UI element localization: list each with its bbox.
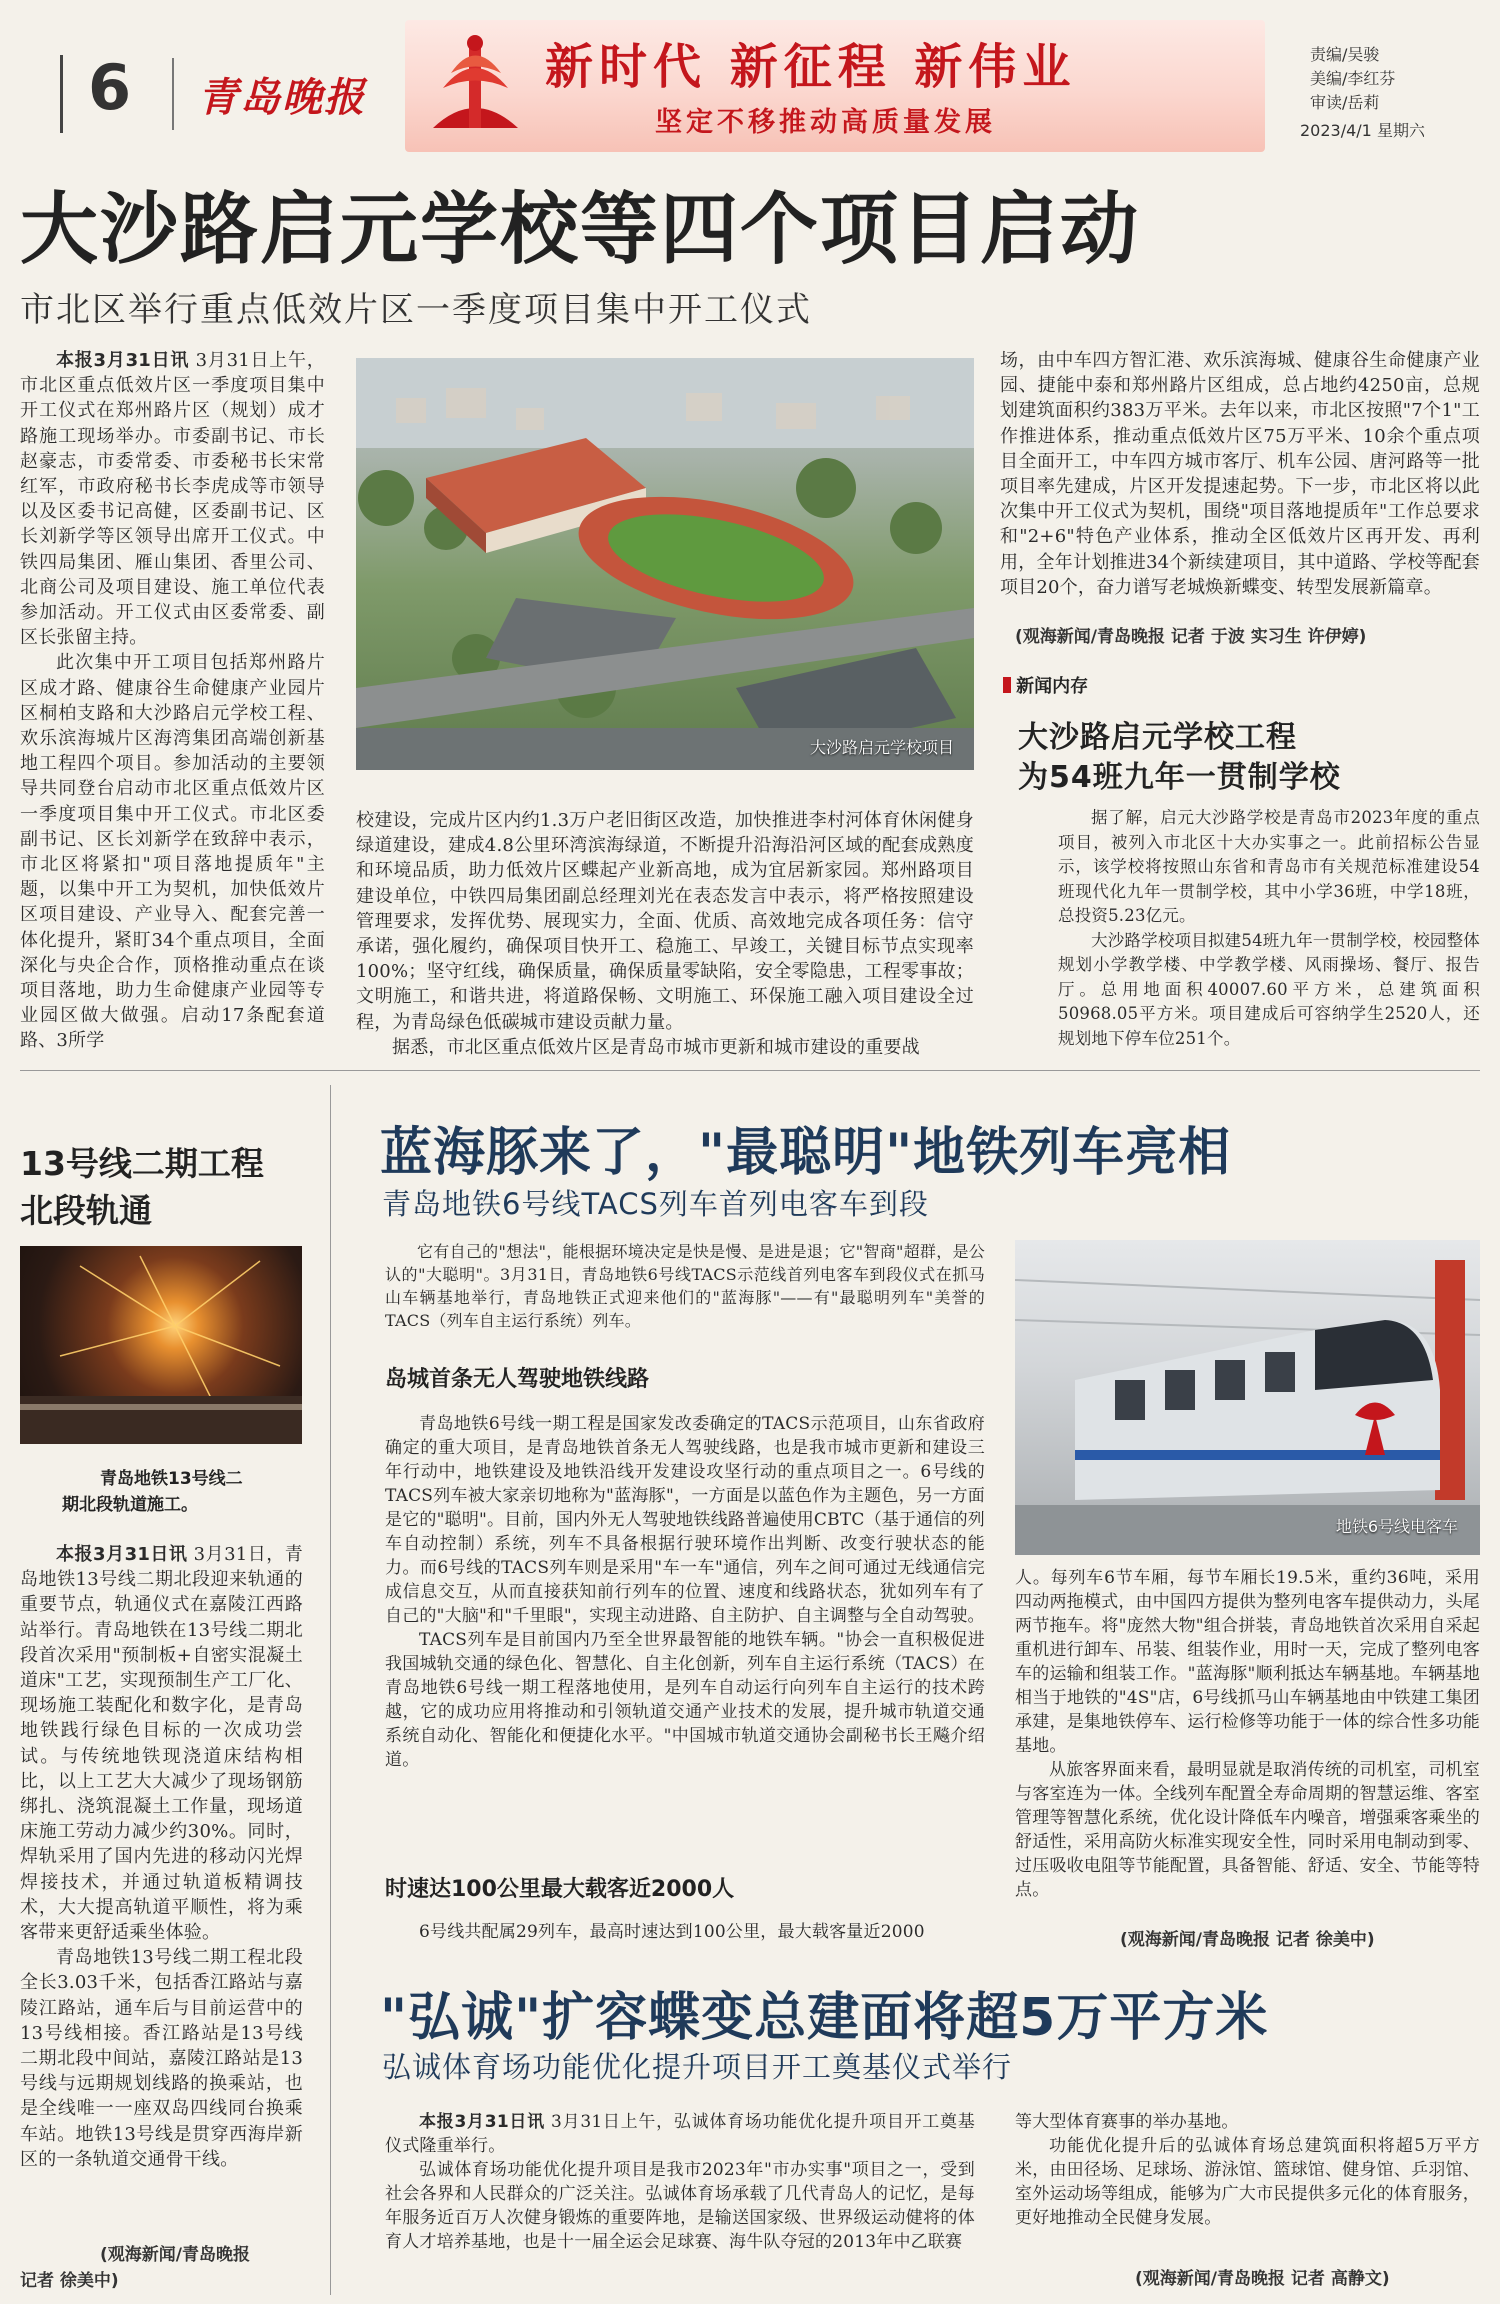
page-header xyxy=(0,0,1500,165)
article2-p3: 6号线共配属29列车，最高时速达到100公里，最大载客量近2000 xyxy=(419,1922,925,1942)
line13-photo-caption-2: 期北段轨道施工。 xyxy=(62,1495,198,1515)
line13-title-line1: 13号线二期工程 xyxy=(20,1144,264,1183)
proofreader-credit: 审读/岳莉 xyxy=(1310,93,1380,112)
page-number: 6 xyxy=(88,51,132,124)
article2-subtitle: 青岛地铁6号线TACS列车首列电客车到段 xyxy=(382,1187,929,1221)
article1-column-3 xyxy=(1000,348,1480,608)
article3-title: "弘诚"扩容蝶变总建面将超5万平方米 xyxy=(380,1988,1269,2048)
article2-subhead-2: 时速达100公里最大载客近2000人 xyxy=(385,1877,735,1902)
line13-reporter: 记者 徐美中) xyxy=(20,2271,119,2291)
article2-lead-text: 它有自己的"想法"，能根据环境决定是快是慢、是进是退；它"智商"超群，是公认的"大聪明"。3月31日，青岛地铁6号线TACS示范线首列电客车到段仪式在抓马山车辆基地举行，青岛地铁正式迎来他们的"蓝海豚"——有"最聪明列车"美誉的TACS（列车自主运行系统）列车。 xyxy=(385,1242,985,1330)
article3-col1b-text: 弘诚体育场功能优化提升项目是我市2023年"市办实事"项目之一，受到社会各界和人民群众的广泛关注。弘诚体育场承载了几代青岛人的记忆，是每年服务近百万人次健身锻炼的重要阵地，是输送国家级、世界级运动健将的体育人才培养基地，也是十一届全运会足球赛、海牛队夺冠的2013年中乙联赛 xyxy=(385,2160,975,2252)
line13-title-line2: 北段轨通 xyxy=(20,1191,152,1230)
train-illustration xyxy=(1015,1240,1480,1555)
kicker-label: 新闻内存 xyxy=(1016,676,1089,697)
paper-logo: 青岛晚报 xyxy=(198,74,366,121)
article1-title: 大沙路启元学校等四个项目启动 xyxy=(20,185,1141,275)
article3-dateline: 本报3月31日讯 xyxy=(419,2112,545,2132)
article2-title: 蓝海豚来了，"最聪明"地铁列车亮相 xyxy=(380,1123,1232,1183)
article2-right-p2: 从旅客界面来看，最明显就是取消传统的司机室，司机室与客室连为一体。全线列车配置全寿命周期的智慧运维、客室管理等智慧化系统，优化设计降低车内噪音，增强乘客乘坐的舒适性，采用高防火标准实现安全性，同时采用电制动到零、过压吸收电阻等节能配置，具备智能、舒适、安全、节能等特点。 xyxy=(1015,1760,1480,1900)
track-welding-photo xyxy=(20,1246,302,1444)
article3-subtitle: 弘诚体育场功能优化提升项目开工奠基仪式举行 xyxy=(382,2050,1013,2084)
article2-p2: TACS列车是目前国内乃至全世界最智能的地铁车辆。"协会一直积极促进我国城轨交通的绿色化、智慧化、自主化创新，列车自主运行系统（TACS）在青岛地铁6号线一期工程落地使用，是列车自动运行向列车自主运行的技术跨越，它的成功应用将推动和引领轨道交通产业技术的发展，提升城市轨道交通系统自动化、智能化和便捷化水平。"中国城市轨道交通协会副秘书长王飚介绍道。 xyxy=(385,1630,985,1770)
line13-body-text: 3月31日，青岛地铁13号线二期北段迎来轨通的重要节点，轨通仪式在嘉陵江西路站举行。青岛地铁在13号线二期北段首次采用"预制板+自密实混凝土道床"工艺，实现预制生产工厂化、现场施工装配化和数字化，是青岛地铁践行绿色目标的一次成功尝试。与传统地铁现浇道床结构相比，以上工艺大大减少了现场钢筋绑扎、浇筑混凝土工作量，现场道床施工劳动力减少约30%。同时，焊轨采用了国内先进的移动闪光焊焊接技术，并通过轨道板精调技术，大大提高轨道平顺性，将为乘客带来更舒适乘坐体验。 xyxy=(20,1544,303,1944)
article2-right-p1: 人。每列车6节车厢，每节车厢长19.5米，重约36吨，采用四动两拖模式，由中国四方提供为整列电客车提供动力，头尾两节拖车。将"庞然大物"组合拼装，青岛地铁首次采用自采起重机进行卸车、吊装、组装作业，用时一天，完成了整列电客车的运输和组装工作。"蓝海豚"顺利抵达车辆基地。车辆基地相当于地铁的"4S"店，6号线抓马山车辆基地由中铁建工集团承建，是集地铁停车、运行检修等功能于一体的综合性多功能基地。 xyxy=(1015,1568,1480,1756)
article3-col2-text: 等大型体育赛事的举办基地。 xyxy=(1015,2112,1239,2132)
article3-column-2 xyxy=(1015,2110,1480,2260)
article1-col3-text: 场，由中车四方智汇港、欢乐滨海城、健康谷生命健康产业园、捷能中泰和郑州路片区组成，总占地约4250亩，总规划建筑面积约383万平米。去年以来，市北区按照"7个1"工作推进体系，推动重点低效片区75万平米、10余个重点项目全面开工，中车四方城市客厅、机车公园、唐河路等一批项目率先建成，片区开发提速起势。下一步，市北区将以此次集中开工仪式为契机，围绕"项目落地提质年"工作总要求和"2+6"特色产业体系，推动全区低效片区再开发、再利用，全年计划推进34个新续建项目，其中道路、学校等配套项目20个，奋力谱写老城焕新蝶变、转型发展新篇章。 xyxy=(1000,350,1480,598)
article2-body-right xyxy=(1015,1566,1480,1911)
article1-col1-text: 3月31日上午，市北区重点低效片区一季度项目集中开工仪式在郑州路片区（规划）成才路施工现场举办。市委副书记、市长赵豪志，市委常委、市委秘书长宋常红军，市政府秘书长李虎成等市领导以及区委书记高健，区委副书记、区长刘新学等区领导出席开工仪式。中铁四局集团、雁山集团、香里公司、北商公司及项目建设、施工单位代表参加活动。开工仪式由区委常委、副区长张留主持。 xyxy=(20,350,325,649)
article1-dateline: 本报3月31日讯 xyxy=(56,350,190,371)
article3-column-1 xyxy=(385,2110,975,2295)
column-divider xyxy=(330,1085,331,2295)
sidebar-title-line2: 为54班九年一贯制学校 xyxy=(1018,760,1341,795)
article1-column-1 xyxy=(20,348,325,1053)
sidebar-title-line1: 大沙路启元学校工程 xyxy=(1018,720,1297,755)
article2-credit: (观海新闻/青岛晚报 记者 徐美中) xyxy=(1120,1930,1375,1950)
article3-credit: (观海新闻/青岛晚报 记者 高静文) xyxy=(1135,2269,1390,2289)
sidebar-p2: 大沙路学校项目拟建54班九年一贯制学校，校园整体规划小学教学楼、中学教学楼、风雨操场、餐厅、报告厅。总用地面积40007.60平方米，总建筑面积50968.05平方米。项目建成后可容纳学生2520人，还规划地下停车位251个。 xyxy=(1058,930,1480,1048)
school-aerial-photo xyxy=(356,358,974,770)
welding-sparks xyxy=(20,1246,302,1444)
article1-subtitle: 市北区举行重点低效片区一季度项目集中开工仪式 xyxy=(20,290,812,330)
sidebar-p1: 据了解，启元大沙路学校是青岛市2023年度的重点项目，被列入市北区十大办实事之一。此前招标公告显示，该学校将按照山东省和青岛市有关规范标准建设54班现代化九年一贯制学校，其中小学36班，中学18班，总投资5.23亿元。 xyxy=(1058,808,1480,925)
article1-col2b-text: 据悉，市北区重点低效片区是青岛市城市更新和城市建设的重要战 xyxy=(392,1036,920,1056)
editor-credit: 责编/吴骏 xyxy=(1310,45,1380,64)
section-divider-1 xyxy=(20,1070,1480,1071)
line13-credit: (观海新闻/青岛晚报 xyxy=(100,2245,250,2265)
slogan-main: 新时代 新征程 新伟业 xyxy=(545,39,1077,95)
issue-date: 2023/4/1 星期六 xyxy=(1300,121,1425,140)
monument-icon xyxy=(413,28,538,148)
article1-column-2 xyxy=(356,808,974,1056)
article1-col1b-text: 此次集中开工项目包括郑州路片区成才路、健康谷生命健康产业园片区桐柏支路和大沙路启元学校工程、欢乐滨海城片区海湾集团高端创新基地工程四个项目。参加活动的主要领导共同登台启动市北区重点低效片区一季度项目集中开工仪式。市北区委副书记、区长刘新学在致辞中表示，市北区将紧扣"项目落地提质年"主题，以集中开工为契机，加快低效片区项目建设、产业导入、配套完善一体化提升，紧盯34个重点项目，全面深化与央企合作，顶格推动重点在谈项目落地，助力生命健康产业园等专业园区做大做强。启动17条配套道路、3所学 xyxy=(20,652,325,1052)
line13-body xyxy=(20,1542,303,2237)
sidebar-body xyxy=(1058,806,1480,1056)
article3-col2b-text: 功能优化提升后的弘诚体育场总建筑面积将超5万平方米，由田径场、足球场、游泳馆、篮球馆、健身馆、乒羽馆、室外运动场等组成，能够为广大市民提供多元化的体育服务，更好地推动全民健身发展。 xyxy=(1015,2136,1480,2228)
train-photo-caption: 地铁6号线电客车 xyxy=(1335,1517,1458,1536)
kicker-mark xyxy=(1003,677,1011,693)
article2-subhead-1: 岛城首条无人驾驶地铁线路 xyxy=(385,1367,650,1392)
line13-photo-caption-1: 青岛地铁13号线二 xyxy=(100,1469,243,1489)
header-divider-left xyxy=(60,55,63,133)
slogan-banner xyxy=(405,20,1265,152)
school-rendering xyxy=(356,358,974,770)
sidebar-kicker xyxy=(1003,672,1088,696)
article1-col2-text: 校建设，完成片区内约1.3万户老旧街区改造，加快推进李村河体育休闲健身绿道建设，建成4.8公里环湾滨海绿道，不断提升沿海沿河区域的配套成熟度和环境品质，助力低效片区蝶起产业新高地，成为宜居新家园。郑州路项目建设单位，中铁四局集团副总经理刘光在表态发言中表示，将严格按照建设管理要求，发挥优势、展现实力，全面、优质、高效地完成各项任务：信守承诺，强化履约，确保项目快开工、稳施工、早竣工，关键目标节点实现率100%；坚守红线，确保质量，确保质量零缺陷，安全零隐患，工程零事故；文明施工，和谐共进，将道路保畅、文明施工、环保施工融入项目建设全过程，为青岛绿色低碳城市建设贡献力量。 xyxy=(356,810,974,1033)
article2-body-left xyxy=(385,1412,985,1867)
article2-body-left-2 xyxy=(385,1920,985,1948)
article2-p1: 青岛地铁6号线一期工程是国家发改委确定的TACS示范项目，山东省政府确定的重大项目，是青岛地铁首条无人驾驶线路，也是我市城市更新和建设三年行动中，地铁建设及地铁沿线开发建设攻坚行动的重点项目之一。6号线的TACS列车被大家亲切地称为"蓝海豚"，一方面是以蓝色作为主题色，另一方面是它的"聪明"。目前，国内外无人驾驶地铁线路普遍使用CBTC（基于通信的列车自动控制）系统，列车不具备根据行驶环境作出判断、改变行驶状态的能力。而6号线的TACS列车则是采用"车一车"通信，列车之间可通过无线通信完成信息交互，从而直接获知前行列车的位置、速度和线路状态，犹如列车有了自己的"大脑"和"千里眼"，实现主动进路、自主防护、自主调整与全自动驾驶。 xyxy=(385,1414,985,1626)
school-photo-caption: 大沙路启元学校项目 xyxy=(809,738,954,757)
slogan-sub: 坚定不移推动高质量发展 xyxy=(655,107,996,138)
article3-col1-text: 3月31日上午，弘诚体育场功能优化提升项目开工奠基仪式隆重举行。 xyxy=(385,2112,975,2156)
header-divider-mid xyxy=(172,58,174,130)
article1-credit: (观海新闻/青岛晚报 记者 于波 实习生 许伊婷) xyxy=(1015,627,1367,647)
line13-dateline: 本报3月31日讯 xyxy=(56,1544,188,1565)
designer-credit: 美编/李红芬 xyxy=(1310,69,1396,88)
metro-train-photo xyxy=(1015,1240,1480,1555)
article2-lead xyxy=(385,1240,985,1358)
line13-body2-text: 青岛地铁13号线二期工程北段全长3.03千米，包括香江路站与嘉陵江路站，通车后与目前运营中的13号线相接。香江路站是13号线二期北段中间站，嘉陵江路站是13号线与远期规划线路的换乘站，也是全线唯一一座双岛四线同台换乘车站。地铁13号线是贯穿西海岸新区的一条轨道交通骨干线。 xyxy=(20,1947,303,2170)
